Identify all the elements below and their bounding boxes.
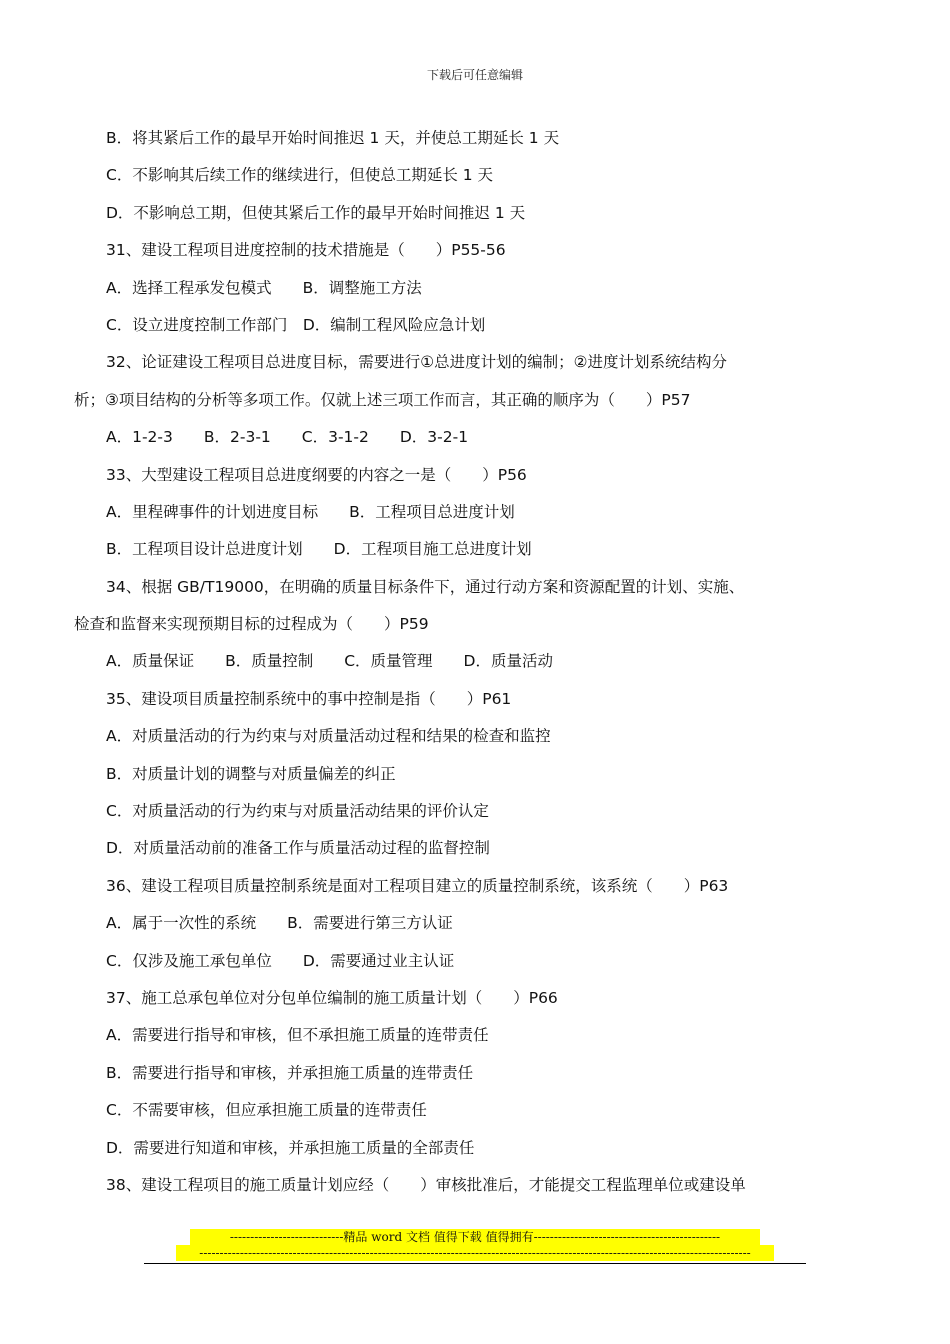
document-body [74,120,834,1204]
question-continuation: 检查和监督来实现预期目标的过程成为（ ）P59 [74,615,429,634]
option-line: D．不影响总工期，但使其紧后工作的最早开始时间推迟 1 天 [106,203,526,222]
option-line: B．对质量计划的调整与对质量偏差的纠正 [106,764,396,783]
question-line: 35、建设项目质量控制系统中的事中控制是指（ ）P61 [106,689,512,708]
option-line: A．选择工程承发包模式 B．调整施工方法 [106,278,422,297]
option-line: A．需要进行指导和审核，但不承担施工质量的连带责任 [106,1026,489,1045]
option-line: C．不需要审核，但应承担施工质量的连带责任 [106,1101,427,1120]
option-line: D．需要进行知道和审核，并承担施工质量的全部责任 [106,1138,475,1157]
page-footer [0,1229,950,1261]
question-line: 34、根据 GB/T19000，在明确的质量目标条件下，通过行动方案和资源配置的计划、实施、 [106,577,745,596]
footer-dashes: ---------------------------------------------------------------------------------------------------------------------------------------- [176,1245,774,1261]
option-line: C．对质量活动的行为约束与对质量活动结果的评价认定 [106,802,489,821]
option-line: B．工程项目设计总进度计划 D．工程项目施工总进度计划 [106,540,532,559]
question-line: 37、施工总承包单位对分包单位编制的施工质量计划（ ）P66 [106,988,558,1007]
option-line: C．仅涉及施工承包单位 D．需要通过业主认证 [106,951,455,970]
option-line: A．里程碑事件的计划进度目标 B．工程项目总进度计划 [106,502,515,521]
question-line: 33、大型建设工程项目总进度纲要的内容之一是（ ）P56 [106,465,527,484]
question-continuation: 析；③项目结构的分析等多项工作。仅就上述三项工作而言，其正确的顺序为（ ）P57 [74,390,691,409]
option-line: C．设立进度控制工作部门 D．编制工程风险应急计划 [106,315,486,334]
option-line: A．对质量活动的行为约束与对质量活动过程和结果的检查和监控 [106,727,551,746]
option-line: A．属于一次性的系统 B．需要进行第三方认证 [106,914,453,933]
option-line: D．对质量活动前的准备工作与质量活动过程的监督控制 [106,839,490,858]
option-line: C．不影响其后续工作的继续进行，但使总工期延长 1 天 [106,166,494,185]
footer-rule [144,1263,806,1264]
question-line: 32、论证建设工程项目总进度目标，需要进行①总进度计划的编制；②进度计划系统结构分 [106,353,728,372]
question-line: 36、建设工程项目质量控制系统是面对工程项目建立的质量控制系统，该系统（ ）P63 [106,876,729,895]
question-line: 38、建设工程项目的施工质量计划应经（ ）审核批准后，才能提交工程监理单位或建设单 [106,1175,746,1194]
page-header-note: 下载后可任意编辑 [426,68,523,82]
option-line: A．质量保证 B．质量控制 C．质量管理 D．质量活动 [106,652,553,671]
option-line: B．需要进行指导和审核，并承担施工质量的连带责任 [106,1063,474,1082]
option-line: A．1-2-3 B．2-3-1 C．3-1-2 D．3-2-1 [106,428,469,447]
option-line: B．将其紧后工作的最早开始时间推迟 1 天，并使总工期延长 1 天 [106,129,560,147]
question-line: 31、建设工程项目进度控制的技术措施是（ ）P55-56 [106,241,506,260]
footer-banner: ----------------------------精品 word 文档 值得下载 值得拥有---------------------------------------------- [190,1229,760,1245]
